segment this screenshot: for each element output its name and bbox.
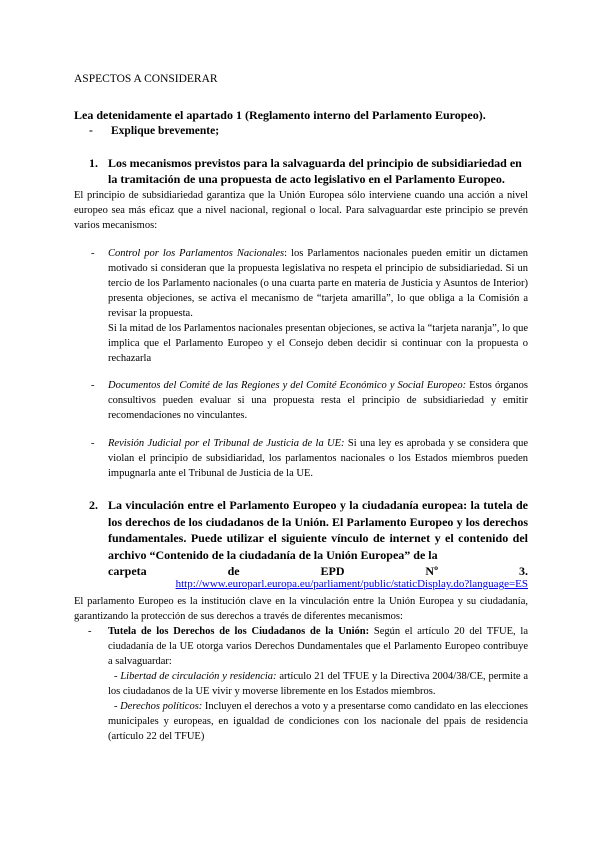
section-1-item-revision-judicial [91,436,529,481]
section-1-heading-text: Los mecanismos previstos para la salvaguarda del principio de subsidiariedad en la tramitación de una propuesta de acto legislativo en el Parlamento Europeo. [108,156,522,186]
instruction-text: Explique brevemente; [111,125,220,137]
section-2-item-tutela [88,624,528,669]
section-2-number: 2. [89,498,98,512]
subitem-title: Libertad de circulación y residencia: [120,671,277,682]
subitem-derechos-politicos [108,699,528,744]
bullet-dash: - [91,438,95,449]
subitem-text: artículo 21 del TFUE y la Directiva 2004/38/CE, permite a los ciudadanos de la UE vivir y moverse libremente en los Estados miembros. [108,671,529,697]
intro-heading: Lea detenidamente el apartado 1 (Reglamento interno del Parlamento Europeo). [74,108,486,122]
section-1-heading [89,155,528,187]
item-text: : los Parlamentos nacionales pueden emitir un dictamen motivado si consideran que la propuesta legislativa no respeta el principio de subsidiariedad. Si un tercio de los Parlamento nacionales (o una cuarta parte en materia de Justicia y Asuntos de Interior) presenta objeciones, se activa el mecanismo de “tarjeta amarilla”, lo que obliga a la Comisión a revisar la propuesta. [108,248,528,319]
section-1-paragraph: El principio de subsidiariedad garantiza que la Unión Europea sólo interviene cuando una acción a nivel europeo sea más eficaz que a nivel nacional, regional o local. Para salvaguardar este principio se prevén varios mecanismos: [74,190,528,231]
carpeta-word: de [227,564,240,578]
subitem-dash: - [114,701,121,712]
bullet-dash: - [89,125,93,137]
instruction-line [89,124,220,139]
item-text: Estos órganos consultivos pueden evaluar si una propuesta resta el principio de subsidiariedad y emitir recomendaciones no vinculantes. [108,380,528,421]
carpeta-word: Nº [425,564,439,578]
section-2-paragraph: El parlamento Europeo es la institución clave en la vinculación entre la Unión Europea y su ciudadanía, garantizando la protección de sus derechos a través de diferentes mecanismos: [74,596,528,622]
bullet-dash: - [88,626,92,637]
subitem-libertad [108,669,528,699]
item-text: Según el artículo 20 del TFUE, la ciudadanía de la UE otorga varios Derechos Dundamentales que el Parlamento Europeo contribuye a salvaguardar: [108,626,528,667]
subitem-title: Derechos políticos: [120,701,203,712]
item-title: Control por los Parlamentos Nacionales [108,248,285,259]
subitem-text: Incluyen el derechos a voto y a presentarse como candidato en las elecciones municipales y europeas, en igualdad de condiciones con los nacionale del ppais de residencia (artículo 22 del TFUE) [108,701,529,742]
section-2-heading-text: La vinculación entre el Parlamento Europeo y la ciudadanía europea: la tutela de los derechos de los ciudadanos de la Unión. El Parlamento Europeo y los derechos fundamentales. Puede utilizar el siguiente vínculo de internet y el contenido del archivo “Contenido de la ciudadanía de la Unión Europea” de la [108,498,528,562]
europarl-link[interactable]: http://www.europarl.europa.eu/parliament/public/staticDisplay.do?language=ES [175,578,528,590]
section-2-heading [89,497,528,580]
item-title: Documentos del Comité de las Regiones y del Comité Económico y Social Europeo: [108,380,467,391]
carpeta-word: 3. [518,564,528,578]
subitem-dash: - [114,671,121,682]
section-1-item-parlamentos [91,246,528,366]
bullet-dash: - [91,380,95,391]
item-text-continued: Si la mitad de los Parlamentos nacionales presentan objeciones, se activa la “tarjeta naranja”, lo que implica que el Parlamento Europeo y el Consejo deben decidir si continuar con la propuesta o rechazarla [108,323,528,364]
section-1-number: 1. [89,156,98,170]
document-title: ASPECTOS A CONSIDERAR [74,73,218,85]
item-title: Tutela de los Derechos de los Ciudadanos de la Unión: [108,626,370,637]
section-1-item-comites [91,378,528,423]
item-text: Si una ley es aprobada y se considera que violan el principio de subsidiaridad, los parlamentos nacionales o los Estados miembros pueden impugnarla ante el Tribunal de Justicia de la UE. [108,438,529,479]
carpeta-word: EPD [320,564,345,578]
item-title: Revisión Judicial por el Tribunal de Justicia de la UE: [108,438,345,449]
bullet-dash: - [91,248,95,259]
carpeta-word: carpeta [108,564,147,578]
